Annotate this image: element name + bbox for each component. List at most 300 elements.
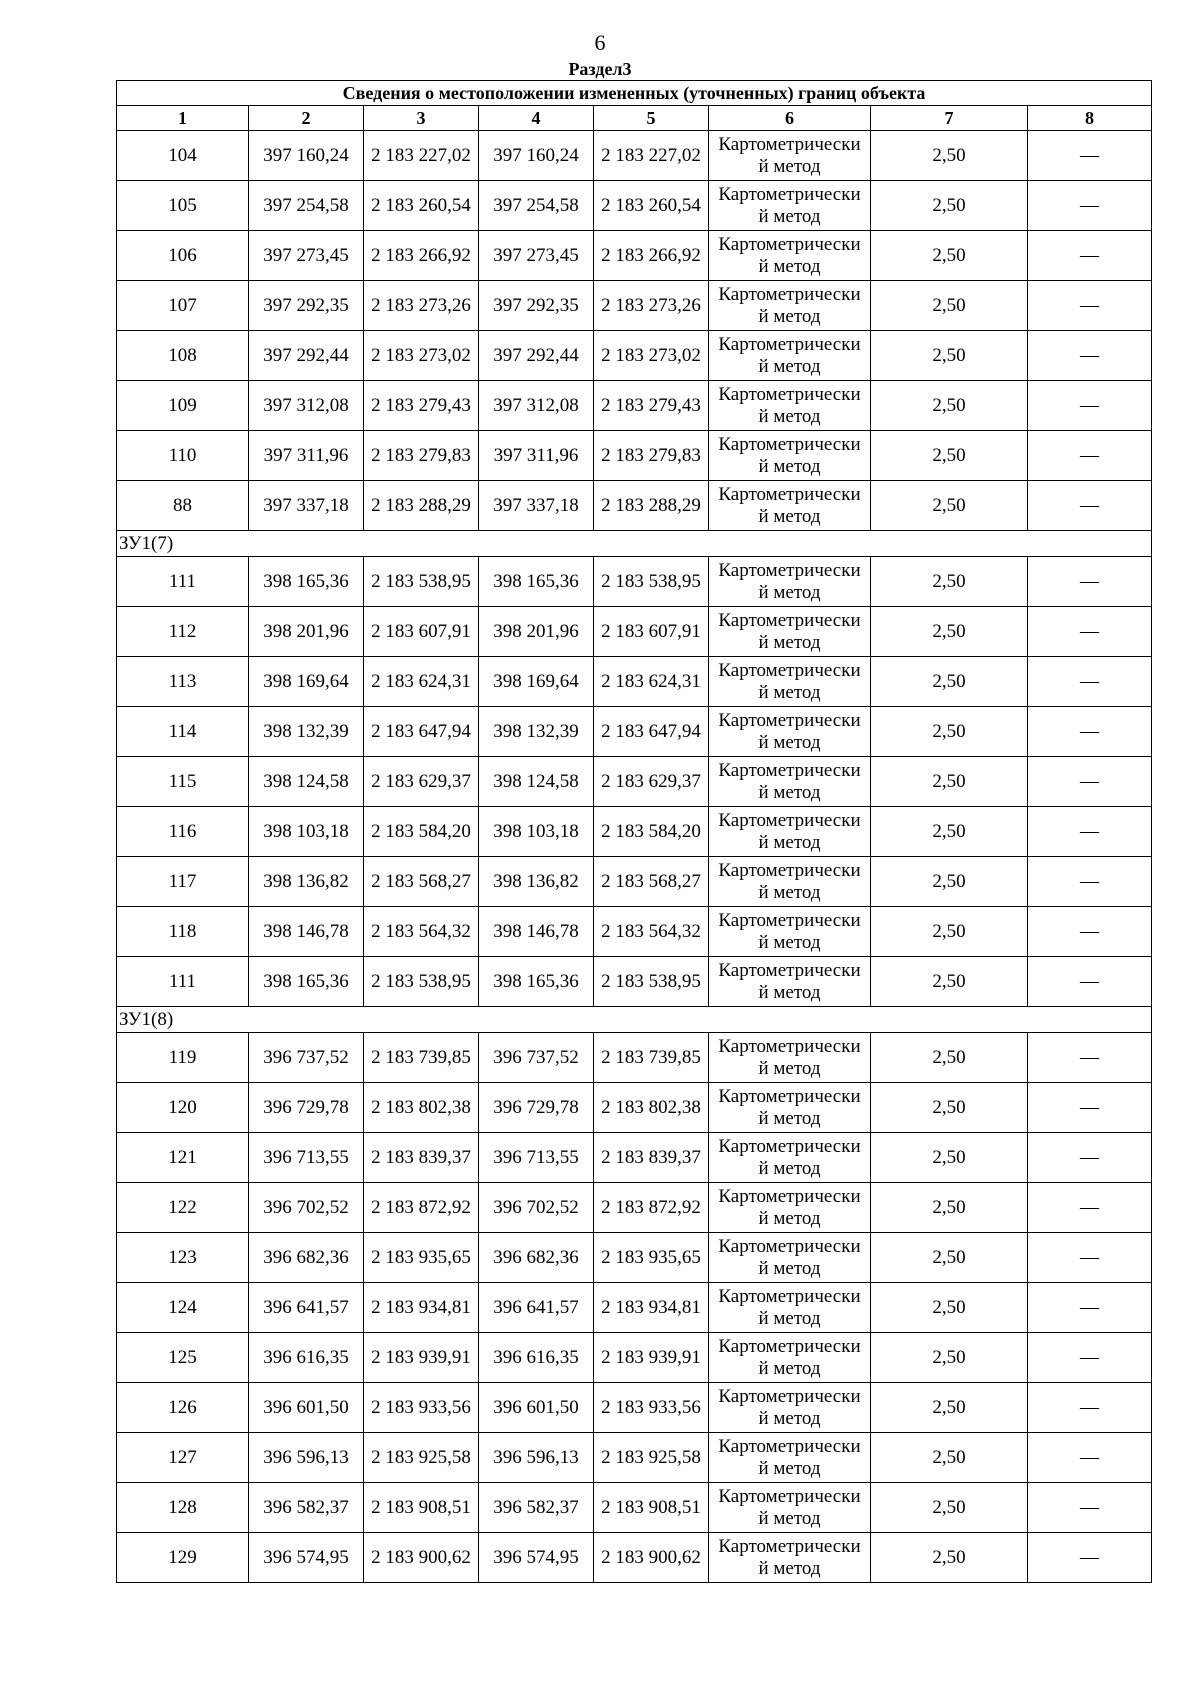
- y-new-cell: 2 183 647,94: [594, 707, 709, 757]
- accuracy-cell: 2,50: [871, 331, 1028, 381]
- accuracy-cell: 2,50: [871, 707, 1028, 757]
- boundary-coordinates-table: [116, 80, 1152, 1583]
- method-line-2: й метод: [758, 1307, 821, 1329]
- point-number-cell: 117: [117, 857, 249, 907]
- table-row: [117, 281, 1152, 331]
- point-number-cell: 124: [117, 1283, 249, 1333]
- method-line-2: й метод: [758, 1457, 821, 1479]
- table-row: [117, 1433, 1152, 1483]
- description-cell: —: [1028, 707, 1152, 757]
- x-existing-cell: 397 273,45: [249, 231, 364, 281]
- y-existing-cell: 2 183 266,92: [364, 231, 479, 281]
- y-new-cell: 2 183 900,62: [594, 1533, 709, 1583]
- y-new-cell: 2 183 933,56: [594, 1383, 709, 1433]
- accuracy-cell: 2,50: [871, 1483, 1028, 1533]
- x-existing-cell: 396 702,52: [249, 1183, 364, 1233]
- y-new-cell: 2 183 629,37: [594, 757, 709, 807]
- point-number-cell: 116: [117, 807, 249, 857]
- y-existing-cell: 2 183 939,91: [364, 1333, 479, 1383]
- method-line-1: Картометрически: [718, 1085, 861, 1107]
- y-new-cell: 2 183 538,95: [594, 557, 709, 607]
- point-number-cell: 108: [117, 331, 249, 381]
- y-existing-cell: 2 183 279,83: [364, 431, 479, 481]
- x-new-cell: 396 737,52: [479, 1033, 594, 1083]
- method-line-1: Картометрически: [718, 333, 861, 355]
- method-line-1: Картометрически: [718, 959, 861, 981]
- method-line-2: й метод: [758, 731, 821, 753]
- x-existing-cell: 398 124,58: [249, 757, 364, 807]
- x-existing-cell: 397 292,35: [249, 281, 364, 331]
- accuracy-cell: 2,50: [871, 281, 1028, 331]
- method-line-1: Картометрически: [718, 1185, 861, 1207]
- point-number-cell: 118: [117, 907, 249, 957]
- x-new-cell: 397 273,45: [479, 231, 594, 281]
- x-existing-cell: 397 337,18: [249, 481, 364, 531]
- x-new-cell: 396 641,57: [479, 1283, 594, 1333]
- method-line-1: Картометрически: [718, 1035, 861, 1057]
- method-cell: [709, 381, 871, 431]
- column-header: 6: [709, 106, 871, 131]
- x-new-cell: 396 601,50: [479, 1383, 594, 1433]
- x-existing-cell: 396 729,78: [249, 1083, 364, 1133]
- description-cell: —: [1028, 957, 1152, 1007]
- description-cell: —: [1028, 131, 1152, 181]
- table-row: [117, 381, 1152, 431]
- method-line-1: Картометрически: [718, 1435, 861, 1457]
- method-line-2: й метод: [758, 305, 821, 327]
- x-new-cell: 398 165,36: [479, 957, 594, 1007]
- description-cell: —: [1028, 907, 1152, 957]
- section-title: Раздел3: [568, 59, 632, 79]
- x-existing-cell: 397 312,08: [249, 381, 364, 431]
- column-header-row: [117, 106, 1152, 131]
- x-new-cell: 398 132,39: [479, 707, 594, 757]
- table-row: [117, 1033, 1152, 1083]
- description-cell: —: [1028, 1433, 1152, 1483]
- x-new-cell: 396 616,35: [479, 1333, 594, 1383]
- table-row: [117, 131, 1152, 181]
- point-number-cell: 106: [117, 231, 249, 281]
- point-number-cell: 125: [117, 1333, 249, 1383]
- table-row: [117, 181, 1152, 231]
- x-new-cell: 398 169,64: [479, 657, 594, 707]
- x-existing-cell: 396 713,55: [249, 1133, 364, 1183]
- point-number-cell: 127: [117, 1433, 249, 1483]
- y-new-cell: 2 183 273,26: [594, 281, 709, 331]
- method-line-2: й метод: [758, 981, 821, 1003]
- description-cell: —: [1028, 1333, 1152, 1383]
- description-cell: —: [1028, 1133, 1152, 1183]
- y-existing-cell: 2 183 629,37: [364, 757, 479, 807]
- method-line-1: Картометрически: [718, 1385, 861, 1407]
- table-row: [117, 331, 1152, 381]
- y-new-cell: 2 183 266,92: [594, 231, 709, 281]
- x-existing-cell: 396 601,50: [249, 1383, 364, 1433]
- x-existing-cell: 398 103,18: [249, 807, 364, 857]
- x-existing-cell: 396 641,57: [249, 1283, 364, 1333]
- accuracy-cell: 2,50: [871, 1233, 1028, 1283]
- method-cell: [709, 807, 871, 857]
- group-row: [117, 1007, 1152, 1033]
- x-new-cell: 398 146,78: [479, 907, 594, 957]
- y-existing-cell: 2 183 279,43: [364, 381, 479, 431]
- x-new-cell: 397 292,44: [479, 331, 594, 381]
- method-line-2: й метод: [758, 255, 821, 277]
- point-number-cell: 120: [117, 1083, 249, 1133]
- x-existing-cell: 398 169,64: [249, 657, 364, 707]
- y-new-cell: 2 183 872,92: [594, 1183, 709, 1233]
- method-line-1: Картометрически: [718, 233, 861, 255]
- accuracy-cell: 2,50: [871, 1133, 1028, 1183]
- x-new-cell: 396 682,36: [479, 1233, 594, 1283]
- table-row: [117, 1533, 1152, 1583]
- column-header: 1: [117, 106, 249, 131]
- point-number-cell: 109: [117, 381, 249, 431]
- point-number-cell: 111: [117, 557, 249, 607]
- method-cell: [709, 1083, 871, 1133]
- accuracy-cell: 2,50: [871, 1033, 1028, 1083]
- description-cell: —: [1028, 857, 1152, 907]
- y-existing-cell: 2 183 925,58: [364, 1433, 479, 1483]
- description-cell: —: [1028, 1483, 1152, 1533]
- method-cell: [709, 657, 871, 707]
- method-line-1: Картометрически: [718, 859, 861, 881]
- accuracy-cell: 2,50: [871, 431, 1028, 481]
- method-cell: [709, 707, 871, 757]
- table-row: [117, 1133, 1152, 1183]
- method-cell: [709, 1283, 871, 1333]
- y-existing-cell: 2 183 584,20: [364, 807, 479, 857]
- y-existing-cell: 2 183 647,94: [364, 707, 479, 757]
- point-number-cell: 104: [117, 131, 249, 181]
- x-existing-cell: 397 311,96: [249, 431, 364, 481]
- x-existing-cell: 396 737,52: [249, 1033, 364, 1083]
- accuracy-cell: 2,50: [871, 1333, 1028, 1383]
- accuracy-cell: 2,50: [871, 131, 1028, 181]
- x-new-cell: 398 201,96: [479, 607, 594, 657]
- y-existing-cell: 2 183 739,85: [364, 1033, 479, 1083]
- method-cell: [709, 757, 871, 807]
- x-new-cell: 397 312,08: [479, 381, 594, 431]
- x-existing-cell: 398 132,39: [249, 707, 364, 757]
- accuracy-cell: 2,50: [871, 957, 1028, 1007]
- x-new-cell: 397 160,24: [479, 131, 594, 181]
- point-number-cell: 122: [117, 1183, 249, 1233]
- table-body: [117, 131, 1152, 1583]
- x-new-cell: 397 337,18: [479, 481, 594, 531]
- x-new-cell: 396 574,95: [479, 1533, 594, 1583]
- accuracy-cell: 2,50: [871, 181, 1028, 231]
- y-new-cell: 2 183 935,65: [594, 1233, 709, 1283]
- x-new-cell: 396 596,13: [479, 1433, 594, 1483]
- point-number-cell: 129: [117, 1533, 249, 1583]
- x-existing-cell: 396 616,35: [249, 1333, 364, 1383]
- method-line-2: й метод: [758, 355, 821, 377]
- x-new-cell: 398 165,36: [479, 557, 594, 607]
- y-existing-cell: 2 183 288,29: [364, 481, 479, 531]
- method-cell: [709, 231, 871, 281]
- method-cell: [709, 1033, 871, 1083]
- table-row: [117, 807, 1152, 857]
- method-cell: [709, 1233, 871, 1283]
- method-line-1: Картометрически: [718, 133, 861, 155]
- method-cell: [709, 1533, 871, 1583]
- x-existing-cell: 396 574,95: [249, 1533, 364, 1583]
- table-row: [117, 1233, 1152, 1283]
- method-line-1: Картометрически: [718, 1535, 861, 1557]
- y-existing-cell: 2 183 538,95: [364, 557, 479, 607]
- description-cell: —: [1028, 331, 1152, 381]
- x-existing-cell: 398 165,36: [249, 557, 364, 607]
- method-cell: [709, 1183, 871, 1233]
- point-number-cell: 107: [117, 281, 249, 331]
- y-existing-cell: 2 183 934,81: [364, 1283, 479, 1333]
- description-cell: —: [1028, 1283, 1152, 1333]
- accuracy-cell: 2,50: [871, 607, 1028, 657]
- x-existing-cell: 396 582,37: [249, 1483, 364, 1533]
- x-existing-cell: 396 596,13: [249, 1433, 364, 1483]
- description-cell: —: [1028, 281, 1152, 331]
- accuracy-cell: 2,50: [871, 1433, 1028, 1483]
- accuracy-cell: 2,50: [871, 907, 1028, 957]
- description-cell: —: [1028, 181, 1152, 231]
- y-new-cell: 2 183 624,31: [594, 657, 709, 707]
- method-line-2: й метод: [758, 405, 821, 427]
- method-cell: [709, 431, 871, 481]
- method-line-2: й метод: [758, 205, 821, 227]
- x-existing-cell: 398 146,78: [249, 907, 364, 957]
- method-cell: [709, 557, 871, 607]
- table-row: [117, 481, 1152, 531]
- method-cell: [709, 1433, 871, 1483]
- x-existing-cell: 397 254,58: [249, 181, 364, 231]
- accuracy-cell: 2,50: [871, 481, 1028, 531]
- method-line-1: Картометрически: [718, 559, 861, 581]
- description-cell: —: [1028, 757, 1152, 807]
- method-line-1: Картометрически: [718, 659, 861, 681]
- method-line-1: Картометрически: [718, 1335, 861, 1357]
- y-new-cell: 2 183 925,58: [594, 1433, 709, 1483]
- method-cell: [709, 1333, 871, 1383]
- y-new-cell: 2 183 739,85: [594, 1033, 709, 1083]
- method-line-2: й метод: [758, 1057, 821, 1079]
- method-line-2: й метод: [758, 931, 821, 953]
- point-number-cell: 115: [117, 757, 249, 807]
- method-line-2: й метод: [758, 1157, 821, 1179]
- x-existing-cell: 397 292,44: [249, 331, 364, 381]
- description-cell: —: [1028, 481, 1152, 531]
- method-cell: [709, 857, 871, 907]
- table-row: [117, 1383, 1152, 1433]
- x-existing-cell: 398 136,82: [249, 857, 364, 907]
- table-row: [117, 231, 1152, 281]
- x-new-cell: 396 702,52: [479, 1183, 594, 1233]
- accuracy-cell: 2,50: [871, 1533, 1028, 1583]
- x-new-cell: 397 254,58: [479, 181, 594, 231]
- description-cell: —: [1028, 1183, 1152, 1233]
- x-existing-cell: 398 201,96: [249, 607, 364, 657]
- method-cell: [709, 607, 871, 657]
- method-line-2: й метод: [758, 831, 821, 853]
- accuracy-cell: 2,50: [871, 657, 1028, 707]
- table-title: Сведения о местоположении измененных (уточненных) границ объекта: [117, 81, 1152, 106]
- accuracy-cell: 2,50: [871, 557, 1028, 607]
- table-row: [117, 607, 1152, 657]
- y-existing-cell: 2 183 802,38: [364, 1083, 479, 1133]
- method-line-2: й метод: [758, 681, 821, 703]
- method-line-1: Картометрически: [718, 809, 861, 831]
- method-line-1: Картометрически: [718, 1135, 861, 1157]
- method-line-2: й метод: [758, 1257, 821, 1279]
- y-new-cell: 2 183 279,83: [594, 431, 709, 481]
- y-existing-cell: 2 183 273,26: [364, 281, 479, 331]
- point-number-cell: 111: [117, 957, 249, 1007]
- y-existing-cell: 2 183 260,54: [364, 181, 479, 231]
- y-new-cell: 2 183 288,29: [594, 481, 709, 531]
- group-label: ЗУ1(8): [117, 1007, 1152, 1033]
- method-cell: [709, 281, 871, 331]
- method-cell: [709, 1383, 871, 1433]
- page-number: 6: [594, 30, 606, 55]
- method-cell: [709, 957, 871, 1007]
- description-cell: —: [1028, 607, 1152, 657]
- y-existing-cell: 2 183 227,02: [364, 131, 479, 181]
- table-row: [117, 907, 1152, 957]
- description-cell: —: [1028, 1033, 1152, 1083]
- y-new-cell: 2 183 260,54: [594, 181, 709, 231]
- table-row: [117, 1333, 1152, 1383]
- y-existing-cell: 2 183 933,56: [364, 1383, 479, 1433]
- y-existing-cell: 2 183 624,31: [364, 657, 479, 707]
- y-existing-cell: 2 183 872,92: [364, 1183, 479, 1233]
- x-existing-cell: 396 682,36: [249, 1233, 364, 1283]
- method-cell: [709, 181, 871, 231]
- y-new-cell: 2 183 568,27: [594, 857, 709, 907]
- method-line-1: Картометрически: [718, 1285, 861, 1307]
- method-line-2: й метод: [758, 155, 821, 177]
- description-cell: —: [1028, 1383, 1152, 1433]
- method-line-1: Картометрически: [718, 909, 861, 931]
- accuracy-cell: 2,50: [871, 857, 1028, 907]
- point-number-cell: 123: [117, 1233, 249, 1283]
- y-new-cell: 2 183 227,02: [594, 131, 709, 181]
- method-line-2: й метод: [758, 1207, 821, 1229]
- method-cell: [709, 1133, 871, 1183]
- method-line-2: й метод: [758, 505, 821, 527]
- method-line-1: Картометрически: [718, 759, 861, 781]
- method-line-1: Картометрически: [718, 709, 861, 731]
- accuracy-cell: 2,50: [871, 1283, 1028, 1333]
- y-new-cell: 2 183 908,51: [594, 1483, 709, 1533]
- y-existing-cell: 2 183 568,27: [364, 857, 479, 907]
- table-row: [117, 1283, 1152, 1333]
- x-new-cell: 398 136,82: [479, 857, 594, 907]
- column-header: 3: [364, 106, 479, 131]
- table-row: [117, 857, 1152, 907]
- y-new-cell: 2 183 584,20: [594, 807, 709, 857]
- accuracy-cell: 2,50: [871, 1083, 1028, 1133]
- y-existing-cell: 2 183 900,62: [364, 1533, 479, 1583]
- y-existing-cell: 2 183 607,91: [364, 607, 479, 657]
- method-line-2: й метод: [758, 581, 821, 603]
- method-line-1: Картометрически: [718, 433, 861, 455]
- method-line-2: й метод: [758, 1407, 821, 1429]
- point-number-cell: 128: [117, 1483, 249, 1533]
- x-new-cell: 396 729,78: [479, 1083, 594, 1133]
- method-line-2: й метод: [758, 1357, 821, 1379]
- point-number-cell: 114: [117, 707, 249, 757]
- description-cell: —: [1028, 1233, 1152, 1283]
- y-new-cell: 2 183 802,38: [594, 1083, 709, 1133]
- method-line-2: й метод: [758, 455, 821, 477]
- x-new-cell: 396 582,37: [479, 1483, 594, 1533]
- method-cell: [709, 131, 871, 181]
- table-row: [117, 757, 1152, 807]
- method-line-1: Картометрически: [718, 1485, 861, 1507]
- table-row: [117, 707, 1152, 757]
- y-existing-cell: 2 183 839,37: [364, 1133, 479, 1183]
- x-new-cell: 397 311,96: [479, 431, 594, 481]
- method-line-2: й метод: [758, 631, 821, 653]
- y-new-cell: 2 183 564,32: [594, 907, 709, 957]
- method-line-1: Картометрически: [718, 483, 861, 505]
- table-row: [117, 657, 1152, 707]
- y-new-cell: 2 183 538,95: [594, 957, 709, 1007]
- accuracy-cell: 2,50: [871, 1383, 1028, 1433]
- table-row: [117, 1183, 1152, 1233]
- method-line-2: й метод: [758, 781, 821, 803]
- description-cell: —: [1028, 381, 1152, 431]
- method-cell: [709, 331, 871, 381]
- point-number-cell: 105: [117, 181, 249, 231]
- point-number-cell: 110: [117, 431, 249, 481]
- description-cell: —: [1028, 557, 1152, 607]
- method-cell: [709, 907, 871, 957]
- description-cell: —: [1028, 1533, 1152, 1583]
- column-header: 5: [594, 106, 709, 131]
- y-existing-cell: 2 183 935,65: [364, 1233, 479, 1283]
- x-new-cell: 398 124,58: [479, 757, 594, 807]
- method-line-2: й метод: [758, 881, 821, 903]
- point-number-cell: 113: [117, 657, 249, 707]
- method-cell: [709, 481, 871, 531]
- x-new-cell: 396 713,55: [479, 1133, 594, 1183]
- group-row: [117, 531, 1152, 557]
- description-cell: —: [1028, 657, 1152, 707]
- y-new-cell: 2 183 273,02: [594, 331, 709, 381]
- accuracy-cell: 2,50: [871, 1183, 1028, 1233]
- method-line-1: Картометрически: [718, 609, 861, 631]
- table-row: [117, 557, 1152, 607]
- table-row: [117, 1483, 1152, 1533]
- point-number-cell: 88: [117, 481, 249, 531]
- table-row: [117, 431, 1152, 481]
- y-new-cell: 2 183 939,91: [594, 1333, 709, 1383]
- accuracy-cell: 2,50: [871, 807, 1028, 857]
- method-line-1: Картометрически: [718, 383, 861, 405]
- point-number-cell: 126: [117, 1383, 249, 1433]
- table-row: [117, 957, 1152, 1007]
- method-line-1: Картометрически: [718, 1235, 861, 1257]
- y-new-cell: 2 183 839,37: [594, 1133, 709, 1183]
- y-existing-cell: 2 183 564,32: [364, 907, 479, 957]
- point-number-cell: 119: [117, 1033, 249, 1083]
- description-cell: —: [1028, 231, 1152, 281]
- x-existing-cell: 398 165,36: [249, 957, 364, 1007]
- column-header: 8: [1028, 106, 1152, 131]
- description-cell: —: [1028, 807, 1152, 857]
- y-existing-cell: 2 183 273,02: [364, 331, 479, 381]
